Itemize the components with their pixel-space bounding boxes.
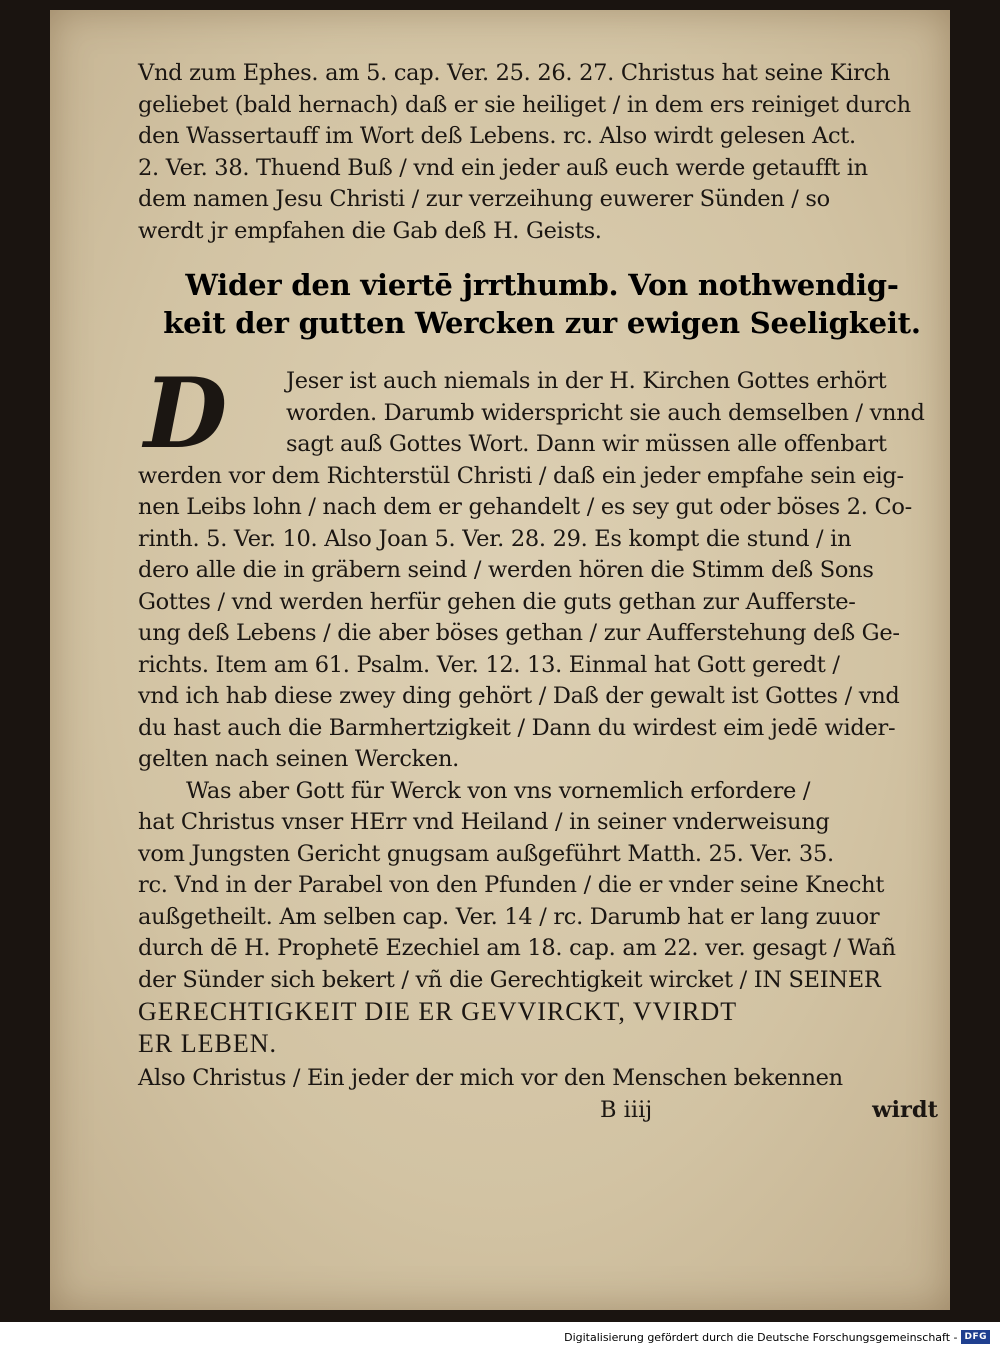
text-line: geliebet (bald hernach) daß er sie heiliget / in dem ers reiniget durch (138, 91, 911, 118)
text-line: Also Christus / Ein jeder der mich vor den Menschen bekennen (138, 1065, 843, 1091)
drop-capital-letter: D (144, 357, 228, 470)
text-line: 2. Ver. 38. Thuend Buß / vnd ein jeder auß euch werde getaufft in (138, 154, 868, 181)
page-footer-line (138, 1095, 938, 1127)
heading-line: Wider den viertē jrrthumb. Von nothwendig- (185, 268, 899, 302)
text-line: der Sünder sich bekert / vñ die Gerechtigkeit wircket / IN SEINER (138, 966, 881, 993)
latin-text-line: GERECHTIGKEIT DIE ER GEVVIRCKT, VVIRDT (138, 997, 738, 1026)
text-line: nen Leibs lohn / nach dem er gehandelt / es sey gut oder böses 2. Co- (138, 494, 912, 520)
text-line: werdt jr empfahen die Gab deß H. Geists. (138, 217, 602, 244)
text-line: Was aber Gott für Werck von vns vornemlich erfordere / (186, 777, 811, 804)
digitization-credit (564, 1330, 990, 1344)
text-line: rinth. 5. Ver. 10. Also Joan 5. Ver. 28. 29. Es kompt die stund / in (138, 525, 852, 552)
text-line: werden vor dem Richterstül Christi / daß ein jeder empfahe sein eig- (138, 462, 904, 489)
text-line: vnd ich hab diese zwey ding gehört / Daß der gewalt ist Gottes / vnd (138, 683, 900, 709)
text-line: ung deß Lebens / die aber böses gethan / zur Aufferstehung deß Ge- (138, 620, 900, 646)
text-line: rc. Vnd in der Parabel von den Pfunden / die er vnder seine Knecht (138, 872, 885, 898)
text-line: dem namen Jesu Christi / zur verzeihung euwerer Sünden / so (138, 186, 830, 212)
intro-paragraph (138, 58, 938, 247)
text-line: gelten nach seinen Wercken. (138, 746, 460, 772)
text-line: den Wassertauff im Wort deß Lebens. rc. Also wirdt gelesen Act. (138, 123, 856, 149)
heading-line: keit der gutten Wercken zur ewigen Seeligkeit. (163, 306, 921, 340)
main-paragraph (138, 366, 938, 1126)
text-line: hat Christus vnser HErr vnd Heiland / in seiner vnderweisung (138, 809, 830, 835)
text-line: dero alle die in gräbern seind / werden hören die Stimm deß Sons (138, 557, 874, 583)
text-line: außgetheilt. Am selben cap. Ver. 14 / rc. Darumb hat er lang zuuor (138, 903, 880, 930)
text-line: worden. Darumb widerspricht sie auch demselben / vnnd (286, 399, 925, 426)
text-line: Jeser ist auch niemals in der H. Kirchen Gottes erhört (286, 368, 887, 394)
catchword: wirdt (872, 1096, 938, 1123)
text-line: vom Jungsten Gericht gnugsam außgeführt Matth. 25. Ver. 35. (138, 840, 834, 867)
signature-mark: B iiij (600, 1096, 653, 1123)
text-line: sagt auß Gottes Wort. Dann wir müssen alle offenbart (286, 431, 887, 457)
book-page (50, 10, 950, 1310)
text-line: durch dē H. Prophetē Ezechiel am 18. cap. am 22. ver. gesagt / Wañ (138, 935, 896, 961)
text-line: Gottes / vnd werden herfür gehen die guts gethan zur Aufferste- (138, 588, 856, 615)
credit-text: Digitalisierung gefördert durch die Deutsche Forschungsgemeinschaft - (564, 1330, 958, 1344)
dfg-logo-icon: DFG (961, 1330, 990, 1344)
section-heading (162, 266, 922, 342)
text-line: du hast auch die Barmhertzigkeit / Dann du wirdest eim jedē wider- (138, 714, 896, 741)
text-line: Vnd zum Ephes. am 5. cap. Ver. 25. 26. 27. Christus hat seine Kirch (138, 60, 891, 86)
latin-text-line: ER LEBEN. (138, 1028, 277, 1058)
text-line: richts. Item am 61. Psalm. Ver. 12. 13. Einmal hat Gott geredt / (138, 651, 840, 678)
